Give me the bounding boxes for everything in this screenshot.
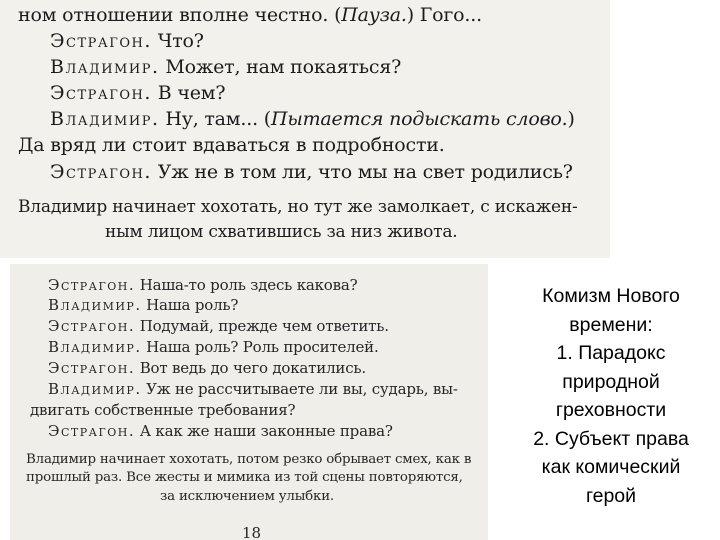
caption-line: греховности <box>555 399 667 421</box>
caption-line: 1. Парадокс <box>556 342 666 364</box>
dialogue-line <box>48 317 389 335</box>
stage-direction-line <box>160 489 334 505</box>
speaker-name: Эстрагон. <box>48 276 136 294</box>
dialogue-line <box>48 296 238 314</box>
stage-direction-line <box>105 222 458 242</box>
line-text: Может, нам покаяться? <box>159 56 402 78</box>
speaker-name: Эстрагон. <box>48 422 136 440</box>
line-text: Что? <box>151 30 204 52</box>
line-text: прошлый раз. Все жесты и мимика из той сцены повторяются, <box>26 470 463 485</box>
speaker-name: Эстрагон. <box>48 317 136 335</box>
speaker-name: Владимир. <box>50 56 160 78</box>
line-text: Да вряд ли стоит вдаваться в подробности. <box>18 134 445 156</box>
line-text: ным лицом схватившись за низ живота. <box>105 222 458 242</box>
dialogue-line <box>50 30 204 52</box>
line-text: за исключением улыбки. <box>160 489 334 504</box>
book-scan-top <box>0 0 610 258</box>
line-text: А как же наши законные права? <box>135 422 393 440</box>
dialogue-line <box>50 161 573 183</box>
text: ном отношении вполне честно. ( <box>18 4 342 26</box>
page-number: 18 <box>242 524 262 540</box>
text-line <box>18 4 482 26</box>
speaker-name: Эстрагон. <box>50 30 152 52</box>
speaker-name: Эстрагон. <box>48 359 136 377</box>
dialogue-line <box>48 276 357 294</box>
caption-line: времени: <box>569 313 653 336</box>
line-text: В чем? <box>151 82 226 104</box>
stage-direction-line <box>18 197 578 217</box>
speaker-name: Эстрагон. <box>50 161 152 183</box>
dialogue-line <box>50 56 401 78</box>
line-text: Наша роль? <box>141 296 239 314</box>
line-text: Наша роль? Роль просителей. <box>141 338 379 356</box>
dialogue-line <box>48 359 366 377</box>
caption-line: как комический <box>541 456 681 478</box>
line-text: Уж не в том ли, что мы на свет родились? <box>151 161 573 183</box>
stage-direction-line <box>26 452 471 468</box>
text-line <box>30 401 295 419</box>
caption-line: природной <box>562 370 660 393</box>
speaker-name: Владимир. <box>48 338 142 356</box>
dialogue-line <box>48 422 393 440</box>
speaker-name: Владимир. <box>48 380 142 398</box>
dialogue-line <box>50 108 575 130</box>
line-text: Владимир начинает хохотать, но тут же замолкает, с искажен- <box>18 197 578 217</box>
caption-line: 2. Субъект права <box>533 427 689 450</box>
speaker-name: Эстрагон. <box>50 82 152 104</box>
book-scan-bottom <box>10 264 488 540</box>
stage-direction: Пытается подыскать слово. <box>270 108 568 130</box>
line-text: Уж не рассчитываете ли вы, сударь, вы- <box>141 380 458 398</box>
caption-line: герой <box>585 484 637 507</box>
speaker-name: Владимир. <box>50 108 160 130</box>
text: ) Гого... <box>406 4 482 26</box>
line-text: двигать собственные требования? <box>30 401 296 419</box>
line-text: Владимир начинает хохотать, потом резко обрывает смех, как в <box>26 452 472 467</box>
line-text: Вот ведь до чего докатились. <box>135 359 366 377</box>
stage-direction: Пауза. <box>341 4 407 26</box>
line-text: ) <box>567 108 575 130</box>
dialogue-line <box>48 338 379 356</box>
line-text: Ну, там... ( <box>159 108 271 130</box>
caption-line: Комизм Нового <box>542 285 680 307</box>
dialogue-line <box>50 82 225 104</box>
dialogue-line <box>48 380 458 398</box>
text-line <box>18 134 445 156</box>
speaker-name: Владимир. <box>48 296 142 314</box>
line-text: Наша-то роль здесь какова? <box>135 276 358 294</box>
slide-caption <box>505 282 717 510</box>
stage-direction-line <box>26 470 463 486</box>
line-text: Подумай, прежде чем ответить. <box>135 317 389 335</box>
